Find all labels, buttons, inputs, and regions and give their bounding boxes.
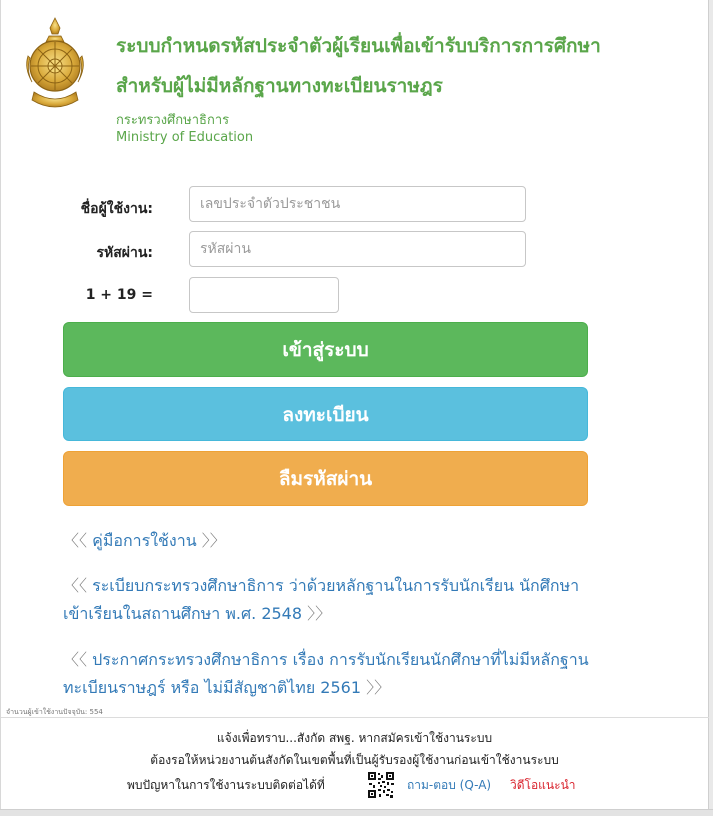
link-close-bracket: 〉〉: [201, 531, 226, 550]
footer-divider: [1, 717, 709, 718]
window-bottom-border: [0, 809, 713, 816]
login-button[interactable]: เข้าสู่ระบบ: [63, 322, 588, 377]
active-users-counter: จำนวนผู้เข้าใช้งานปัจจุบัน: 554: [6, 708, 103, 716]
link-open-bracket: 〈〈: [63, 650, 88, 669]
ministry-name-english: Ministry of Education: [116, 130, 254, 145]
regulation-link[interactable]: [63, 572, 603, 628]
announcement-link-text: ประกาศกระทรวงศึกษาธิการ เรื่อง การรับนักเรียนนักศึกษาที่ไม่มีหลักฐานทะเบียนราษฎร์ หรือ ไม่มีสัญชาติไทย 2561: [63, 650, 589, 697]
footer-notice-line1: แจ้งเพื่อทราบ...สังกัด สพฐ. หากสมัครเข้าใช้งานระบบ: [216, 731, 493, 745]
regulation-link-text: ระเบียบกระทรวงศึกษาธิการ ว่าด้วยหลักฐานในการรับนักเรียน นักศึกษาเข้าเรียนในสถานศึกษา พ.ศ. 2548: [63, 576, 580, 623]
window-left-border: [0, 0, 1, 816]
announcement-link[interactable]: [63, 646, 603, 702]
footer-contact-text: พบปัญหาในการใช้งานระบบติดต่อได้ที่: [127, 778, 325, 792]
ministry-name-thai: กระทรวงศึกษาธิการ: [116, 113, 230, 128]
link-close-bracket: 〉〉: [307, 604, 332, 623]
username-input[interactable]: [189, 186, 526, 222]
footer-notice-line2: ต้องรอให้หน่วยงานต้นสังกัดในเขตพื้นที่เป็นผู้รับรองผู้ใช้งานก่อนเข้าใช้งานระบบ: [150, 753, 559, 767]
captcha-input[interactable]: [189, 277, 339, 313]
video-guide-link[interactable]: วิดีโอแนะนำ: [510, 778, 576, 792]
link-close-bracket: 〉〉: [366, 678, 391, 697]
password-input[interactable]: [189, 231, 526, 267]
manual-link[interactable]: [63, 528, 226, 554]
qa-link[interactable]: ถาม-ตอบ (Q-A): [407, 778, 492, 792]
link-open-bracket: 〈〈: [63, 576, 88, 595]
manual-link-text: คู่มือการใช้งาน: [92, 531, 197, 550]
page-title-line2: สำหรับผู้ไม่มีหลักฐานทางทะเบียนราษฎร: [116, 75, 443, 97]
window-right-border: [708, 0, 713, 816]
qr-code-icon: [367, 771, 395, 799]
ministry-emblem-icon: [22, 16, 88, 114]
forgot-password-button[interactable]: ลืมรหัสผ่าน: [63, 451, 588, 506]
register-button[interactable]: ลงทะเบียน: [63, 387, 588, 441]
captcha-label: 1 + 19 =: [85, 287, 153, 303]
page-title-line1: ระบบกำหนดรหัสประจำตัวผู้เรียนเพื่อเข้ารับบริการการศึกษา: [116, 35, 601, 57]
username-label: ชื่อผู้ใช้งาน:: [80, 201, 153, 217]
password-label: รหัสผ่าน:: [96, 245, 153, 261]
link-open-bracket: 〈〈: [63, 531, 88, 550]
